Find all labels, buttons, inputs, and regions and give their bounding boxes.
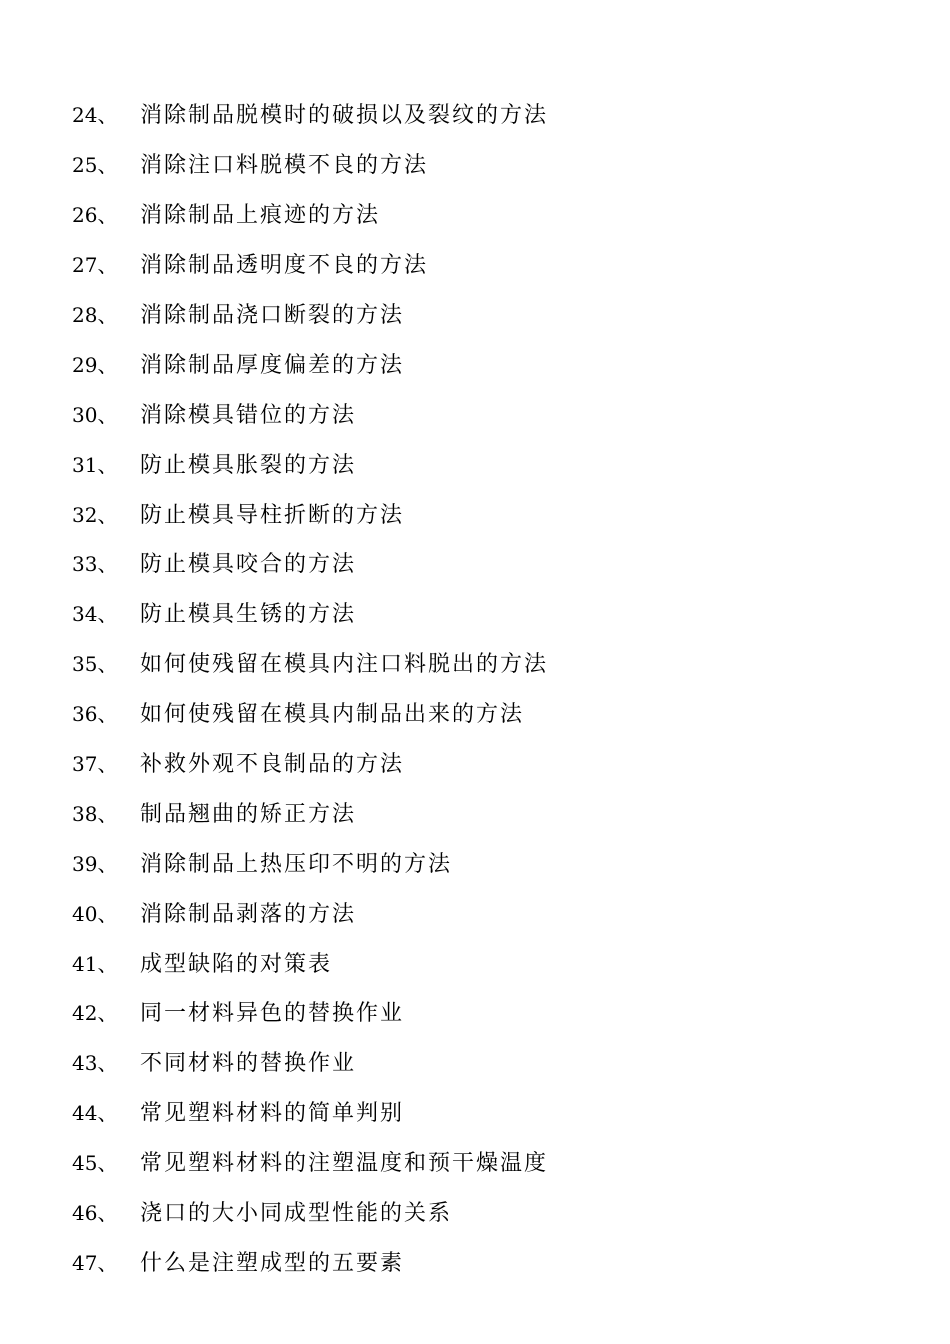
item-title: 常见塑料材料的简单判别 bbox=[140, 1101, 405, 1127]
toc-item bbox=[72, 837, 548, 887]
item-number: 47、 bbox=[72, 1250, 118, 1275]
toc-item bbox=[72, 538, 548, 588]
toc-item bbox=[72, 388, 548, 438]
item-title: 消除制品厚度偏差的方法 bbox=[140, 352, 405, 378]
item-number: 46、 bbox=[72, 1201, 118, 1226]
item-number: 26、 bbox=[72, 203, 118, 228]
item-number: 33、 bbox=[72, 552, 118, 577]
item-title: 防止模具胀裂的方法 bbox=[140, 452, 357, 478]
item-number: 44、 bbox=[72, 1101, 118, 1126]
item-number: 39、 bbox=[72, 851, 118, 876]
item-title: 消除模具错位的方法 bbox=[140, 402, 357, 428]
item-title: 消除制品上热压印不明的方法 bbox=[140, 851, 453, 877]
item-number: 24、 bbox=[72, 103, 118, 128]
item-number: 43、 bbox=[72, 1051, 118, 1076]
item-number: 30、 bbox=[72, 402, 118, 427]
toc-item bbox=[72, 438, 548, 488]
item-title: 成型缺陷的对策表 bbox=[140, 951, 333, 977]
toc-item bbox=[72, 1236, 548, 1286]
item-number: 28、 bbox=[72, 303, 118, 327]
toc-item bbox=[72, 738, 548, 788]
item-number: 27、 bbox=[72, 253, 118, 278]
item-number: 34、 bbox=[72, 602, 118, 627]
item-title: 浇口的大小同成型性能的关系 bbox=[140, 1201, 453, 1227]
item-number: 41、 bbox=[72, 951, 118, 976]
item-title: 消除制品脱模时的破损以及裂纹的方法 bbox=[140, 103, 549, 129]
toc-item bbox=[72, 887, 548, 937]
item-title: 消除制品透明度不良的方法 bbox=[140, 253, 429, 279]
item-number: 40、 bbox=[72, 901, 118, 926]
item-number: 42、 bbox=[72, 1001, 118, 1026]
item-number: 45、 bbox=[72, 1151, 118, 1176]
toc-item bbox=[72, 488, 548, 538]
item-title: 消除制品上痕迹的方法 bbox=[140, 203, 381, 229]
item-title: 常见塑料材料的注塑温度和预干燥温度 bbox=[140, 1151, 549, 1177]
item-number: 36、 bbox=[72, 702, 118, 727]
toc-item bbox=[72, 937, 548, 987]
item-number: 32、 bbox=[72, 502, 118, 527]
toc-list bbox=[72, 89, 548, 1286]
item-number: 37、 bbox=[72, 752, 118, 777]
item-title: 不同材料的替换作业 bbox=[140, 1051, 357, 1077]
toc-item bbox=[72, 1137, 548, 1187]
item-title: 如何使残留在模具内注口料脱出的方法 bbox=[140, 652, 549, 678]
item-title: 防止模具导柱折断的方法 bbox=[140, 502, 405, 528]
item-title: 如何使残留在模具内制品出来的方法 bbox=[140, 702, 525, 728]
toc-item bbox=[72, 139, 548, 189]
item-number: 29、 bbox=[72, 352, 118, 377]
toc-item bbox=[72, 1087, 548, 1137]
toc-item bbox=[72, 688, 548, 738]
item-title: 什么是注塑成型的五要素 bbox=[140, 1250, 405, 1276]
toc-item bbox=[72, 1187, 548, 1237]
toc-item bbox=[72, 987, 548, 1037]
item-number: 38、 bbox=[72, 801, 118, 826]
item-title: 防止模具生锈的方法 bbox=[140, 602, 357, 628]
item-number: 25、 bbox=[72, 153, 118, 178]
toc-item bbox=[72, 289, 548, 339]
toc-item bbox=[72, 338, 548, 388]
item-title: 消除制品浇口断裂的方法 bbox=[140, 303, 405, 328]
toc-item bbox=[72, 189, 548, 239]
toc-item bbox=[72, 239, 548, 289]
toc-item bbox=[72, 638, 548, 688]
toc-item bbox=[72, 89, 548, 139]
toc-item bbox=[72, 787, 548, 837]
item-title: 消除注口料脱模不良的方法 bbox=[140, 153, 429, 179]
toc-item bbox=[72, 588, 548, 638]
item-number: 35、 bbox=[72, 652, 118, 677]
item-number: 31、 bbox=[72, 452, 118, 477]
item-title: 消除制品剥落的方法 bbox=[140, 901, 357, 927]
item-title: 同一材料异色的替换作业 bbox=[140, 1001, 405, 1027]
item-title: 制品翘曲的矫正方法 bbox=[140, 801, 357, 827]
item-title: 补救外观不良制品的方法 bbox=[140, 752, 405, 778]
item-title: 防止模具咬合的方法 bbox=[140, 552, 357, 578]
toc-item bbox=[72, 1037, 548, 1087]
